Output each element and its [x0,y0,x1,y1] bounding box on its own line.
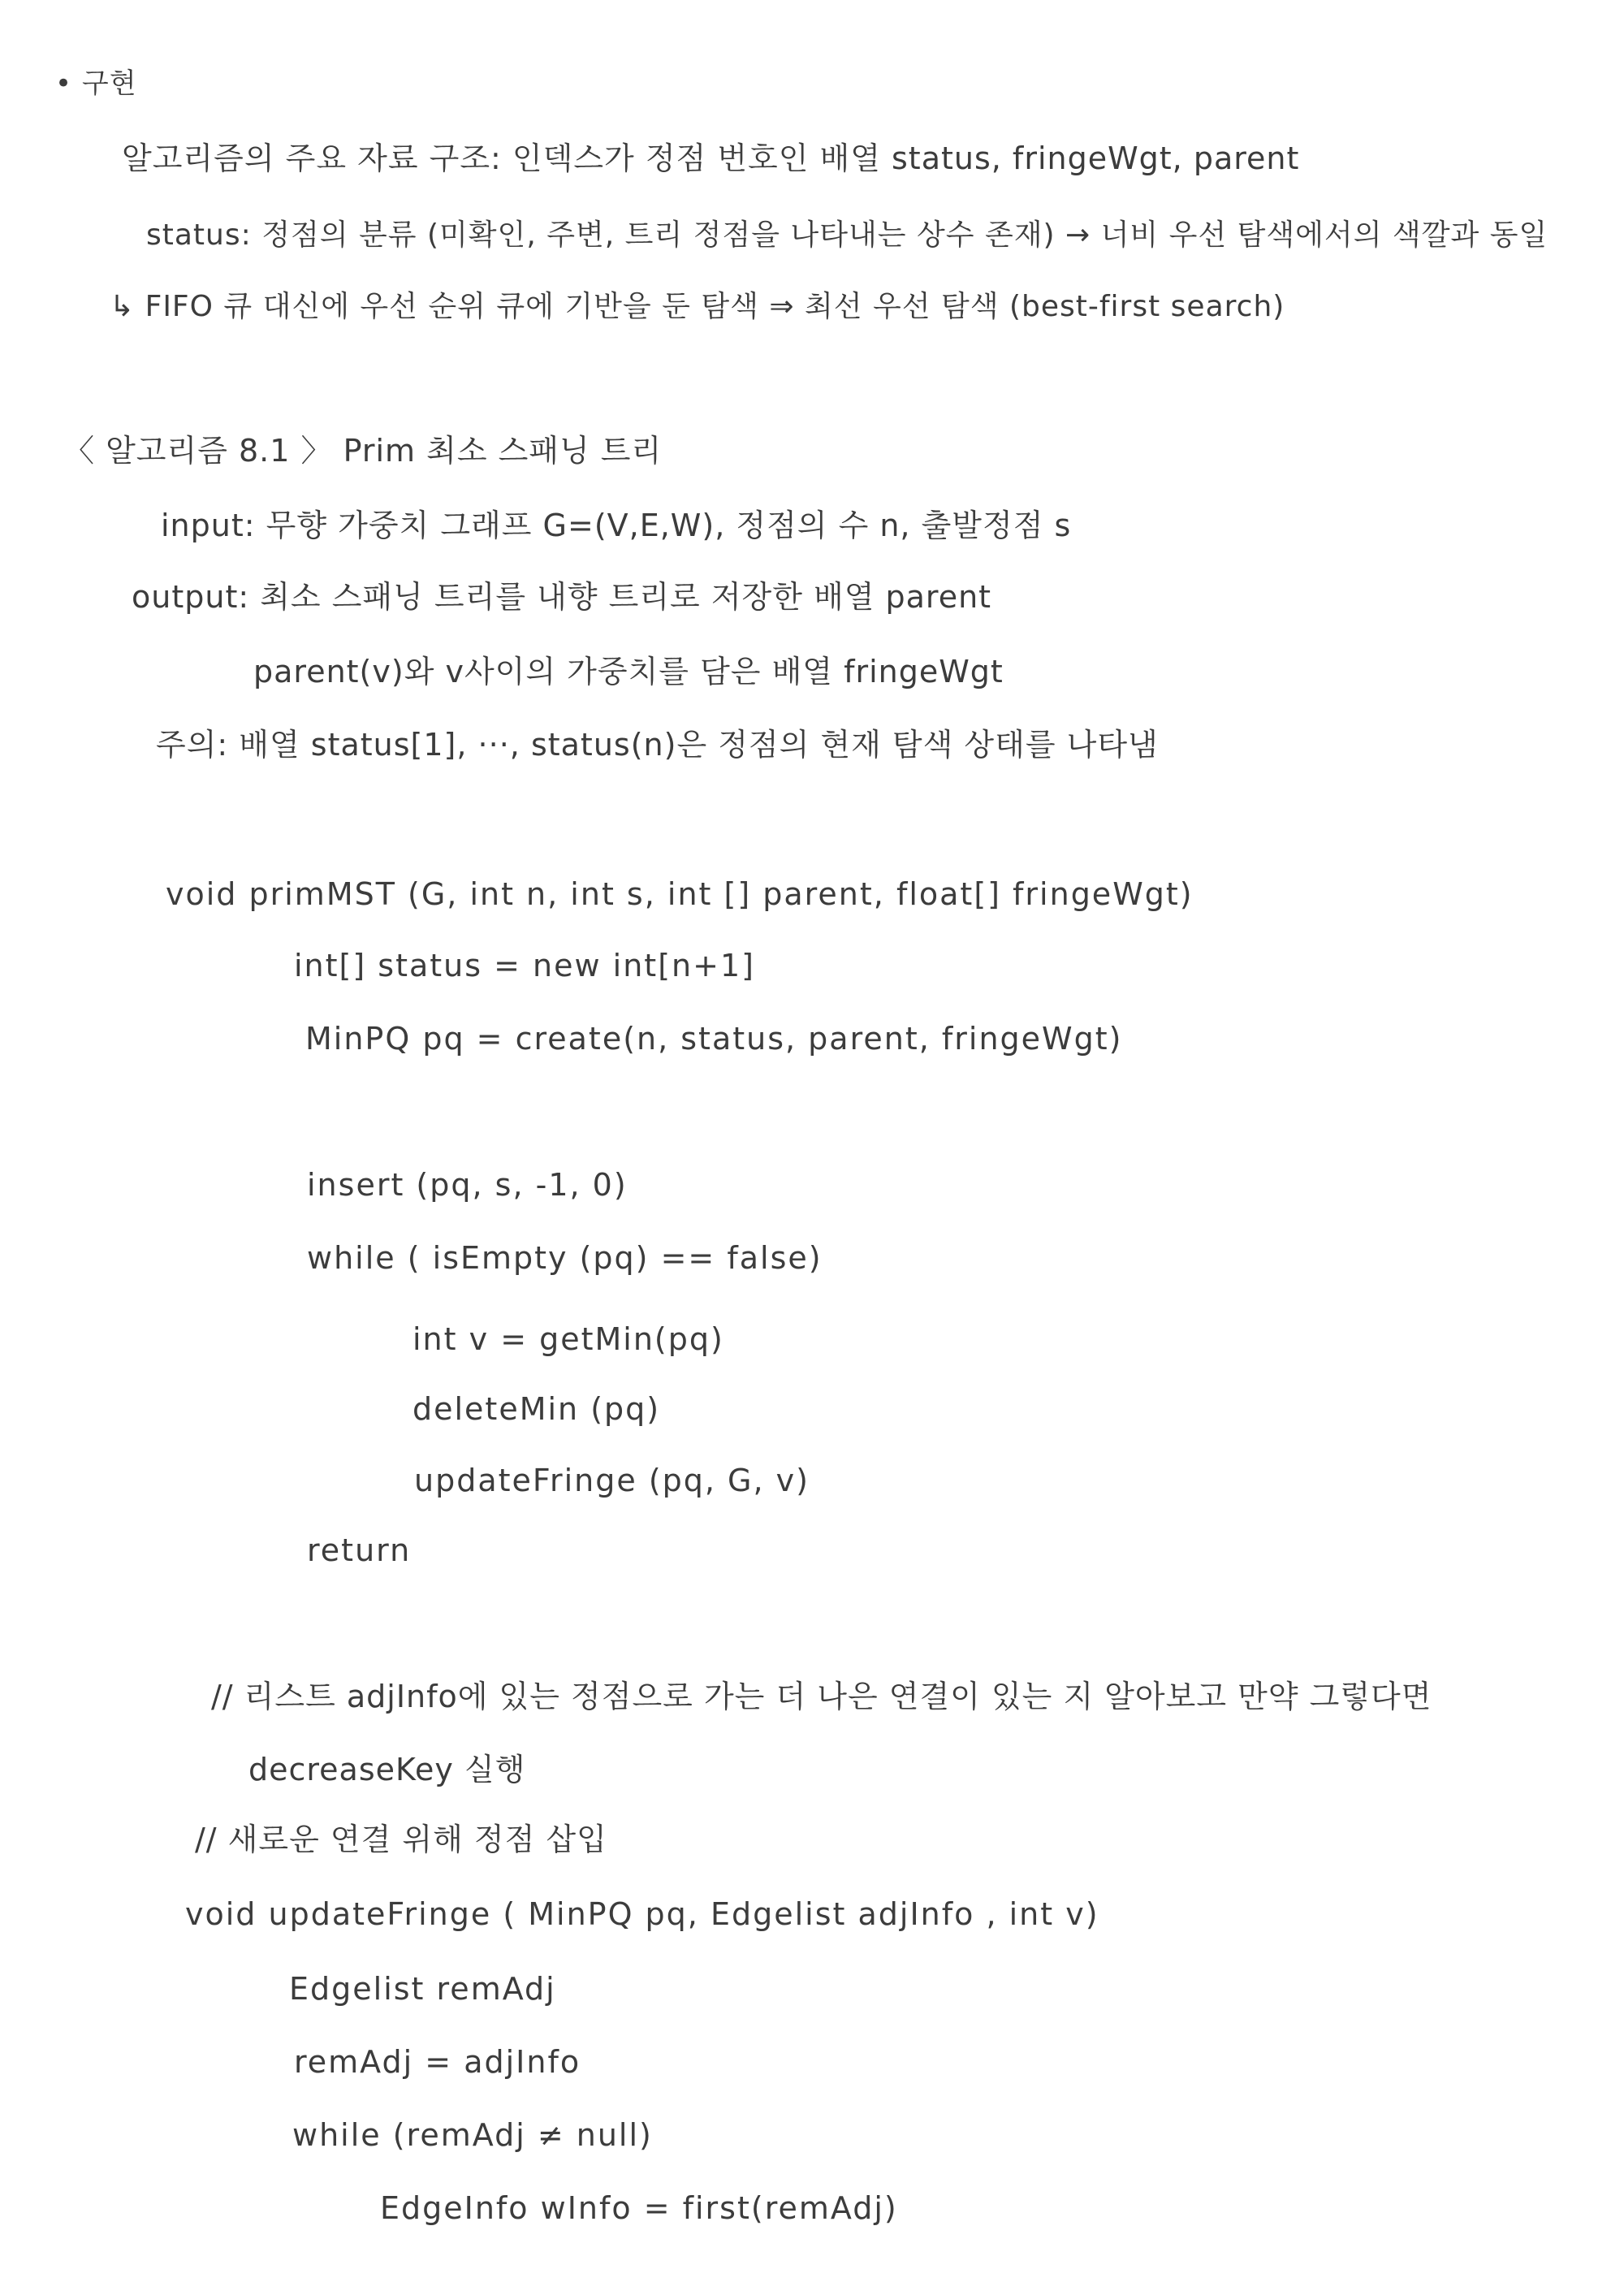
data-structure-line: 알고리즘의 주요 자료 구조: 인덱스가 정점 번호인 배열 status, fringeWgt, parent [122,140,1300,176]
status-description-line: status: 정점의 분류 (미확인, 주변, 트리 정점을 나타내는 상수 존재) → 너비 우선 탐색에서의 색깔과 동일 [146,218,1548,252]
algorithm-output-2: parent(v)와 v사이의 가중치를 담은 배열 fringeWgt [253,654,1004,689]
fifo-note-line: ↳ FIFO 큐 대신에 우선 순위 큐에 기반을 둔 탐색 ⇒ 최선 우선 탐색 (best-first search) [110,290,1285,323]
code-line-winfo: EdgeInfo wInfo = first(remAdj) [380,2190,898,2226]
comment-line-3: // 새로운 연결 위해 정점 삽입 [195,1822,607,1857]
code-line-status-alloc: int[] status = new int[n+1] [294,948,755,983]
code-line-updatefringe-call: updateFringe (pq, G, v) [414,1463,810,1498]
code-line-remadj-decl: Edgelist remAdj [289,1971,556,2007]
algorithm-title: 〈 알고리즘 8.1 〉 Prim 최소 스패닝 트리 [63,433,663,469]
algorithm-input: input: 무향 가중치 그래프 G=(V,E,W), 정점의 수 n, 출발정점 s [161,508,1072,543]
code-line-insert: insert (pq, s, -1, 0) [307,1167,628,1203]
code-line-getmin: int v = getMin(pq) [412,1321,724,1357]
section-heading: • 구현 [55,67,137,100]
code-line-update-signature: void updateFringe ( MinPQ pq, Edgelist adjInfo , int v) [185,1896,1099,1932]
code-line-deletemin: deleteMin (pq) [412,1391,661,1427]
algorithm-note: 주의: 배열 status[1], ···, status(n)은 정점의 현재 탐색 상태를 나타냄 [156,727,1159,763]
code-line-pq-create: MinPQ pq = create(n, status, parent, fringeWgt) [305,1021,1123,1057]
code-line-update-while: while (remAdj ≠ null) [292,2117,653,2153]
code-line-signature: void primMST (G, int n, int s, int [] parent, float[] fringeWgt) [166,876,1194,912]
code-line-remadj-assign: remAdj = adjInfo [294,2044,581,2080]
code-line-return: return [307,1532,412,1568]
code-line-while: while ( isEmpty (pq) == false) [307,1240,823,1276]
comment-line-1: // 리스트 adjInfo에 있는 정점으로 가는 더 나은 연결이 있는 지 알아보고 만약 그렇다면 [211,1679,1432,1714]
comment-line-2: decreaseKey 실행 [248,1752,526,1787]
algorithm-output: output: 최소 스패닝 트리를 내향 트리로 저장한 배열 parent [132,579,992,615]
